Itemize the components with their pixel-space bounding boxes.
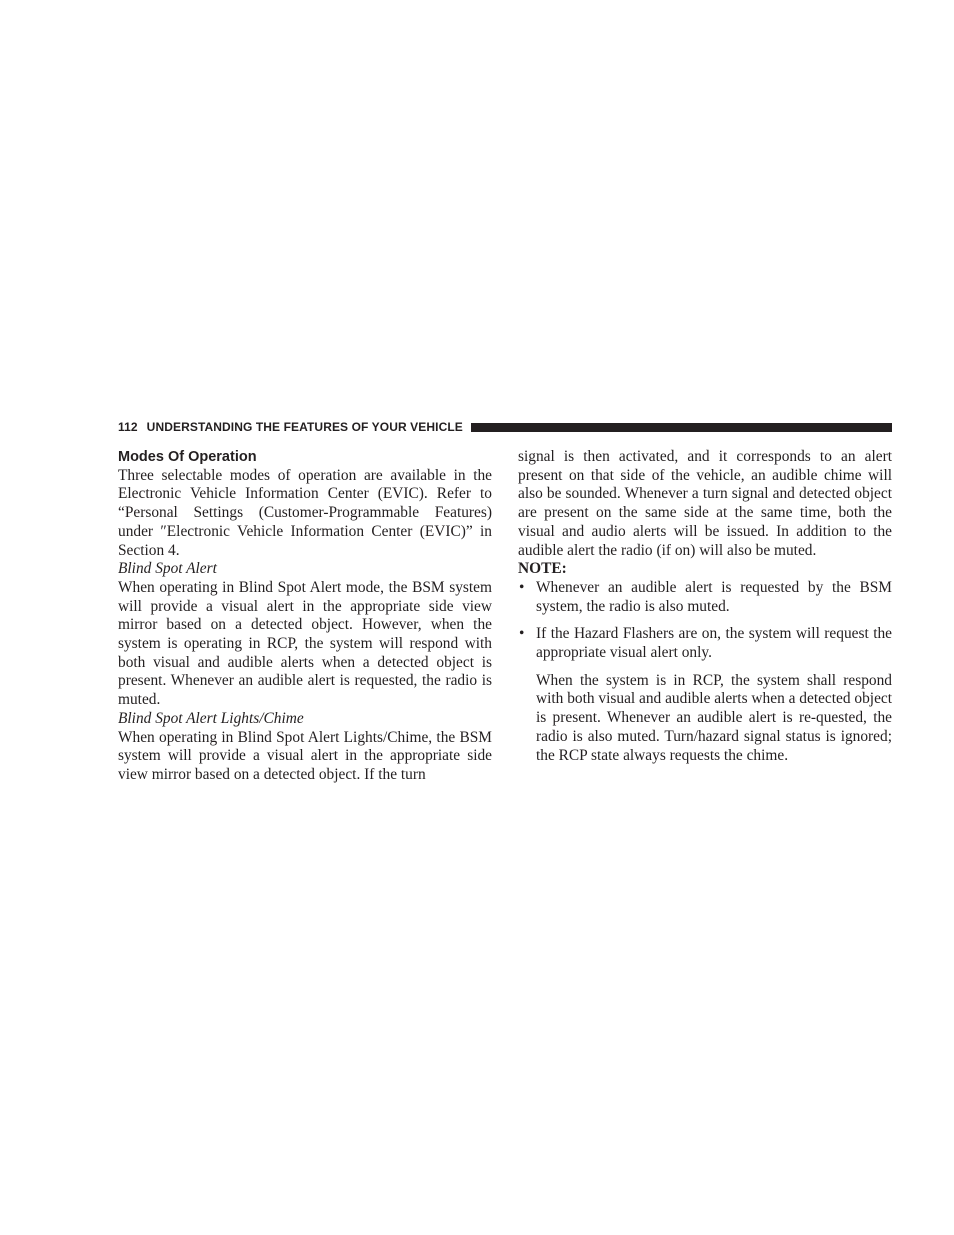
bullet-text: If the Hazard Flashers are on, the system will request the appropriate visual alert only. — [536, 625, 892, 662]
blind-spot-alert-paragraph: When operating in Blind Spot Alert mode, the BSM system will provide a visual alert in the appropriate side view mirror based on a detected object. However, when the system is operating in RCP, the system will respond with both visual and audible alerts when a detected object is present. Whenever an audible alert is requested, the radio is muted. — [118, 578, 492, 709]
lights-chime-paragraph: When operating in Blind Spot Alert Lights/Chime, the BSM system will provide a visual alert in the appropriate side view mirror based on a detected object. If the turn — [118, 728, 492, 783]
page-header — [118, 419, 892, 435]
subheading-lights-chime: Blind Spot Alert Lights/Chime — [118, 709, 304, 727]
right-column — [518, 448, 892, 765]
section-heading: Modes Of Operation — [118, 449, 257, 465]
bullet-icon: • — [519, 578, 525, 596]
list-item — [518, 579, 892, 616]
page-number: 112 — [118, 420, 138, 434]
rcp-paragraph: When the system is in RCP, the system shall respond with both visual and audible alerts when a detected object is present. Whenever an audible alert is re-quested, the radio is also muted. Turn/hazard signal status is ignored; the RCP state always requests the chime. — [536, 671, 893, 764]
intro-paragraph: Three selectable modes of operation are available in the Electronic Vehicle Information Center (EVIC). Refer to “Personal Settings (Customer-Programmable Features) under ″Electronic Vehicle Information Center (EVIC)” in Section 4. — [118, 466, 492, 559]
running-title: UNDERSTANDING THE FEATURES OF YOUR VEHICLE — [146, 420, 463, 434]
header-rule — [471, 423, 892, 432]
left-column — [118, 448, 492, 785]
note-label: NOTE: — [518, 560, 567, 578]
note-bullet-list — [518, 579, 892, 663]
bullet-icon: • — [519, 625, 525, 643]
list-item — [518, 625, 892, 662]
subheading-blind-spot-alert: Blind Spot Alert — [118, 560, 217, 578]
continuation-paragraph: signal is then activated, and it corresponds to an alert present on that side of the vehicle, an audible chime will also be sounded. Whenever a turn signal and detected object are present on the same side at the same time, both the visual and audio alerts will be issued. In addition to the audible alert the radio (if on) will also be muted. — [518, 448, 892, 559]
bullet-text: Whenever an audible alert is requested by the BSM system, the radio is also muted. — [536, 578, 892, 615]
